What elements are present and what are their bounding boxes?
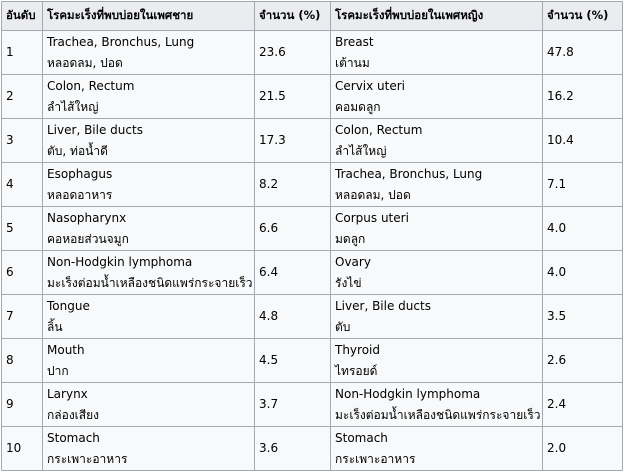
female-percent-cell — [543, 295, 623, 339]
male-cancer-cell — [43, 383, 255, 427]
female-percent-cell — [543, 31, 623, 75]
male-cancer-name-en: Nasopharynx — [47, 210, 127, 225]
table-row — [2, 31, 623, 75]
male-cancer-name-en: Colon, Rectum — [47, 78, 135, 93]
male-cancer-cell — [43, 75, 255, 119]
female-cancer-name-en: Breast — [335, 34, 374, 49]
female-cancer-cell — [331, 427, 543, 471]
male-percent-value: 6.4 — [259, 265, 279, 279]
male-percent-value: 3.7 — [259, 397, 279, 411]
male-cancer-name-th: มะเร็งต่อมน้ำเหลืองชนิดแพร่กระจายเร็ว — [47, 275, 253, 290]
male-cancer-name-th: กล่องเสียง — [47, 407, 100, 422]
male-percent-cell — [255, 339, 331, 383]
male-cancer-name-en: Trachea, Bronchus, Lung — [47, 34, 195, 49]
male-cancer-cell — [43, 251, 255, 295]
male-percent-cell — [255, 207, 331, 251]
male-percent-value: 17.3 — [259, 133, 286, 147]
female-cancer-name-th: ตับ — [335, 319, 351, 334]
male-percent-cell — [255, 31, 331, 75]
female-percent-value: 2.4 — [547, 397, 567, 411]
female-cancer-name-th: กระเพาะอาหาร — [335, 451, 416, 466]
rank-cell — [2, 427, 43, 471]
male-percent-value: 8.2 — [259, 177, 279, 191]
male-percent-value: 3.6 — [259, 441, 279, 455]
rank-value: 5 — [6, 221, 14, 235]
header-female-percent: จำนวน (%) — [543, 2, 623, 31]
male-cancer-name-en: Tongue — [47, 298, 90, 313]
female-percent-cell — [543, 163, 623, 207]
table-row — [2, 119, 623, 163]
rank-cell — [2, 163, 43, 207]
male-cancer-cell — [43, 163, 255, 207]
rank-value: 1 — [6, 45, 14, 59]
female-percent-value: 47.8 — [547, 45, 574, 59]
table-row — [2, 295, 623, 339]
rank-value: 8 — [6, 353, 14, 367]
male-cancer-name-en: Non-Hodgkin lymphoma — [47, 254, 193, 269]
male-percent-value: 4.5 — [259, 353, 279, 367]
male-cancer-cell — [43, 207, 255, 251]
rank-value: 4 — [6, 177, 14, 191]
male-cancer-name-th: กระเพาะอาหาร — [47, 451, 128, 466]
female-cancer-cell — [331, 31, 543, 75]
cancer-statistics-table — [1, 1, 623, 471]
male-percent-cell — [255, 427, 331, 471]
female-percent-value: 10.4 — [547, 133, 574, 147]
female-cancer-cell — [331, 75, 543, 119]
female-cancer-name-th: หลอดลม, ปอด — [335, 187, 411, 202]
rank-cell — [2, 295, 43, 339]
female-cancer-cell — [331, 207, 543, 251]
male-cancer-name-th: ปาก — [47, 363, 69, 378]
female-cancer-name-en: Ovary — [335, 254, 371, 269]
male-percent-value: 6.6 — [259, 221, 279, 235]
male-cancer-cell — [43, 119, 255, 163]
female-cancer-name-en: Colon, Rectum — [335, 122, 423, 137]
female-percent-cell — [543, 251, 623, 295]
table-row — [2, 163, 623, 207]
rank-value: 9 — [6, 397, 14, 411]
female-cancer-name-th: ไทรอยด์ — [335, 363, 378, 378]
female-percent-cell — [543, 75, 623, 119]
male-cancer-name-th: ลิ้น — [47, 319, 63, 334]
female-percent-value: 2.6 — [547, 353, 567, 367]
female-cancer-name-en: Non-Hodgkin lymphoma — [335, 386, 481, 401]
male-cancer-name-th: หลอดลม, ปอด — [47, 55, 123, 70]
rank-cell — [2, 75, 43, 119]
female-cancer-name-en: Thyroid — [335, 342, 380, 357]
male-cancer-name-th: คอหอยส่วนจมูก — [47, 231, 129, 246]
rank-cell — [2, 251, 43, 295]
rank-value: 6 — [6, 265, 14, 279]
rank-cell — [2, 339, 43, 383]
male-cancer-name-en: Larynx — [47, 386, 88, 401]
male-percent-cell — [255, 75, 331, 119]
rank-value: 2 — [6, 89, 14, 103]
table-row — [2, 75, 623, 119]
table-header-row — [2, 2, 623, 31]
male-percent-value: 23.6 — [259, 45, 286, 59]
table-row — [2, 339, 623, 383]
rank-cell — [2, 31, 43, 75]
rank-value: 7 — [6, 309, 14, 323]
female-cancer-name-th: เต้านม — [335, 55, 370, 70]
rank-cell — [2, 207, 43, 251]
header-female-cancer: โรคมะเร็งที่พบบ่อยในเพศหญิง — [331, 2, 543, 31]
female-percent-value: 4.0 — [547, 221, 567, 235]
female-cancer-name-th: มดลูก — [335, 231, 366, 246]
male-percent-cell — [255, 295, 331, 339]
male-percent-cell — [255, 251, 331, 295]
male-cancer-name-en: Liver, Bile ducts — [47, 122, 143, 137]
rank-value: 10 — [6, 441, 22, 455]
female-cancer-name-th: คอมดลูก — [335, 99, 381, 114]
female-percent-value: 4.0 — [547, 265, 567, 279]
female-cancer-cell — [331, 295, 543, 339]
female-cancer-cell — [331, 163, 543, 207]
female-cancer-cell — [331, 119, 543, 163]
male-cancer-cell — [43, 427, 255, 471]
table-row — [2, 251, 623, 295]
male-cancer-name-th: ตับ, ท่อน้ำดี — [47, 143, 108, 158]
header-male-percent: จำนวน (%) — [255, 2, 331, 31]
header-male-cancer: โรคมะเร็งที่พบบ่อยในเพศชาย — [43, 2, 255, 31]
header-rank: อันดับ — [2, 2, 43, 31]
female-percent-value: 16.2 — [547, 89, 574, 103]
rank-cell — [2, 119, 43, 163]
female-cancer-cell — [331, 251, 543, 295]
female-percent-value: 7.1 — [547, 177, 567, 191]
female-cancer-cell — [331, 383, 543, 427]
male-cancer-name-en: Esophagus — [47, 166, 113, 181]
female-percent-cell — [543, 427, 623, 471]
female-cancer-cell — [331, 339, 543, 383]
female-percent-value: 3.5 — [547, 309, 567, 323]
female-cancer-name-en: Stomach — [335, 430, 388, 445]
female-percent-cell — [543, 119, 623, 163]
male-cancer-cell — [43, 295, 255, 339]
rank-cell — [2, 383, 43, 427]
male-cancer-name-th: หลอดอาหาร — [47, 187, 113, 202]
male-cancer-name-th: ลำไส้ใหญ่ — [47, 99, 99, 114]
rank-value: 3 — [6, 133, 14, 147]
male-cancer-cell — [43, 31, 255, 75]
table-body — [2, 31, 623, 471]
male-percent-cell — [255, 383, 331, 427]
male-cancer-cell — [43, 339, 255, 383]
male-percent-cell — [255, 163, 331, 207]
female-cancer-name-th: ลำไส้ใหญ่ — [335, 143, 387, 158]
female-percent-cell — [543, 339, 623, 383]
female-cancer-name-th: รังไข่ — [335, 275, 362, 290]
table-row — [2, 383, 623, 427]
female-cancer-name-en: Corpus uteri — [335, 210, 409, 225]
male-percent-cell — [255, 119, 331, 163]
male-cancer-name-en: Stomach — [47, 430, 100, 445]
table-row — [2, 207, 623, 251]
male-cancer-name-en: Mouth — [47, 342, 85, 357]
female-cancer-name-th: มะเร็งต่อมน้ำเหลืองชนิดแพร่กระจายเร็ว — [335, 407, 541, 422]
female-cancer-name-en: Cervix uteri — [335, 78, 406, 93]
table-row — [2, 427, 623, 471]
female-percent-cell — [543, 207, 623, 251]
female-percent-cell — [543, 383, 623, 427]
male-percent-value: 21.5 — [259, 89, 286, 103]
female-cancer-name-en: Trachea, Bronchus, Lung — [335, 166, 483, 181]
male-percent-value: 4.8 — [259, 309, 279, 323]
female-cancer-name-en: Liver, Bile ducts — [335, 298, 431, 313]
female-percent-value: 2.0 — [547, 441, 567, 455]
